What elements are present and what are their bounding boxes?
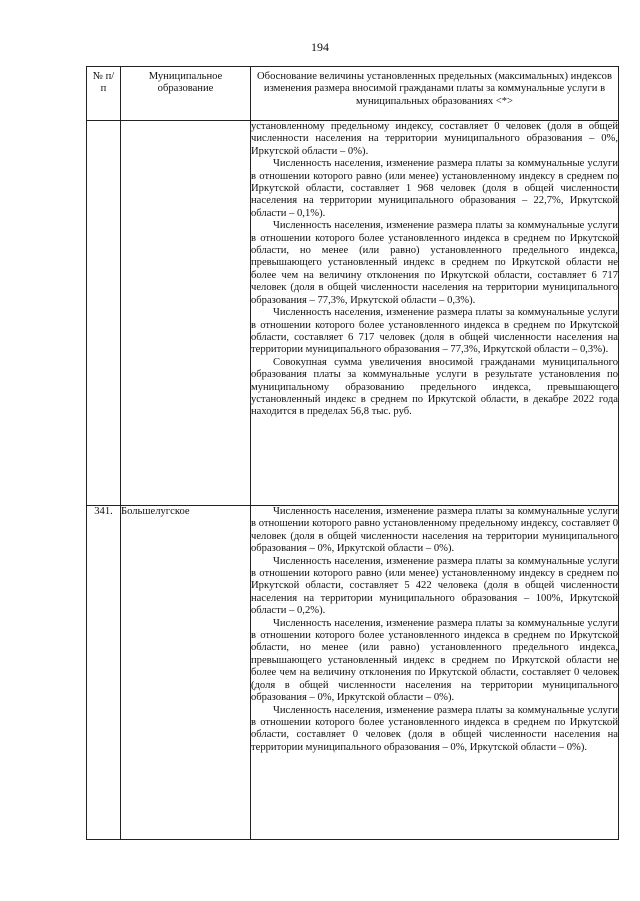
header-number-label: № п/п bbox=[92, 71, 115, 95]
justification-paragraph: Численность населения, изменение размера платы за коммунальные услуги в отношении которого более установленного индекса в среднем по Иркутской области, составляет 0 человек (доля в общей численности населения на территории муниципального образования – 0%, Иркутской области – 0%). bbox=[251, 704, 618, 753]
row-number-cell bbox=[87, 121, 121, 506]
table-row bbox=[87, 506, 619, 840]
justification-paragraph: Численность населения, изменение размера платы за коммунальные услуги в отношении которого более установленного индекса в среднем по Иркутской области, но менее (или равно) установленного предельного индекса, превышающего установленный индекс в среднем по Иркутской области не более чем на величину отклонения по Иркутской области, составляет 0 человек (доля в общей численности населения на территории муниципального образования – 0%, Иркутской области – 0%). bbox=[251, 617, 618, 704]
header-municipality-label: Муниципальное образование bbox=[148, 71, 223, 95]
row-municipality-cell: Большелугское bbox=[121, 506, 251, 840]
header-number bbox=[87, 67, 121, 121]
justification-paragraph: Совокупная сумма увеличения вносимой гражданами муниципального образования платы за коммунальные услуги в результате установления по муниципальному образованию предельного индекса, превышающего установленный индекс в среднем по Иркутской области, в декабре 2022 года находится в пределах 56,8 тыс. руб. bbox=[251, 356, 618, 418]
row-justification-cell bbox=[251, 506, 619, 840]
table-row bbox=[87, 121, 619, 506]
row-municipality-cell bbox=[121, 121, 251, 506]
justification-paragraph: Численность населения, изменение размера платы за коммунальные услуги в отношении которого равно (или менее) установленному индексу в среднем по Иркутской области, составляет 5 422 человека (доля в общей численности населения на территории муниципального образования – 100%, Иркутской области – 0,2%). bbox=[251, 555, 618, 617]
page-number: 194 bbox=[311, 40, 329, 54]
justification-paragraph: Численность населения, изменение размера платы за коммунальные услуги в отношении которого равно установленному предельному индексу, составляет 0 человек (доля в общей численности населения на территории муниципального образования – 0%, Иркутской области – 0%). bbox=[251, 506, 618, 555]
row-justification-cell bbox=[251, 121, 619, 506]
table-header-row bbox=[87, 67, 619, 121]
justification-paragraph: установленному предельному индексу, составляет 0 человек (доля в общей численности населения на территории муниципального образования – 0%, Иркутской области – 0%). bbox=[251, 121, 618, 157]
row-number-cell: 341. bbox=[87, 506, 121, 840]
header-justification bbox=[251, 67, 619, 121]
header-justification-label: Обоснование величины установленных предельных (максимальных) индексов изменения размера вносимой гражданами платы за коммунальные услуги в муниципальных образованиях <*> bbox=[257, 71, 612, 107]
header-municipality bbox=[121, 67, 251, 121]
justification-table bbox=[86, 66, 619, 840]
justification-paragraph: Численность населения, изменение размера платы за коммунальные услуги в отношении которого более установленного индекса в среднем по Иркутской области, составляет 6 717 человек (доля в общей численности населения на территории муниципального образования – 77,3%, Иркутской области – 0,3%). bbox=[251, 307, 618, 356]
justification-paragraph: Численность населения, изменение размера платы за коммунальные услуги в отношении которого более установленного индекса в среднем по Иркутской области, но менее (или равно) установленного предельного индекса, превышающего установленный индекс в среднем по Иркутской области не более чем на величину отклонения по Иркутской области, составляет 6 717 человек (доля в общей численности населения на территории муниципального образования – 77,3%, Иркутской области – 0,3%). bbox=[251, 220, 618, 306]
justification-paragraph: Численность населения, изменение размера платы за коммунальные услуги в отношении которого равно (или менее) установленному индексу в среднем по Иркутской области, составляет 1 968 человек (доля в общей численности населения на территории муниципального образования – 22,7%, Иркутской области – 0,1%). bbox=[251, 158, 618, 219]
